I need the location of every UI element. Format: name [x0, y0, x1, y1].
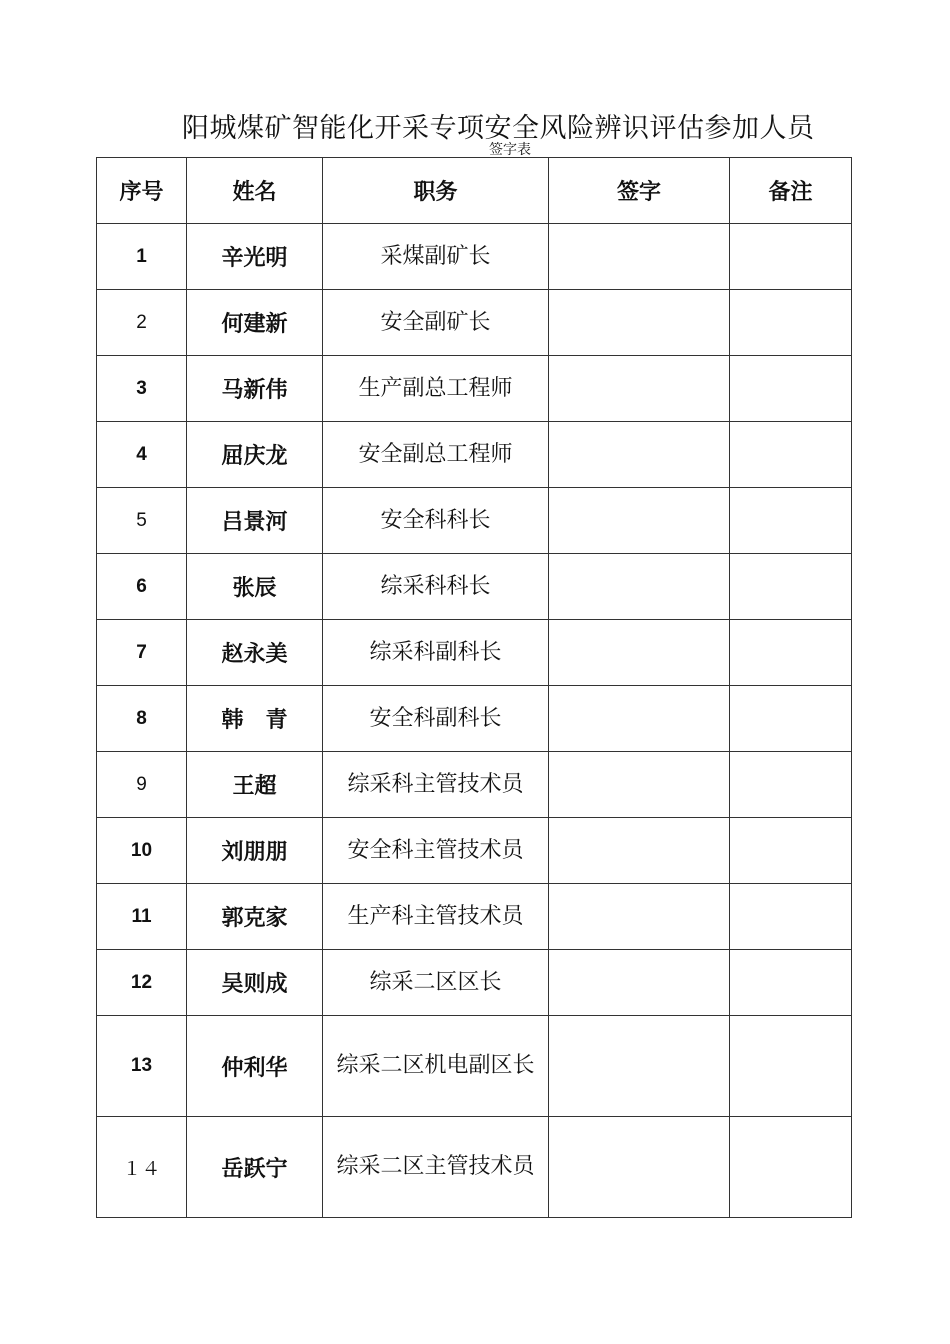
row-signature-cell[interactable]	[549, 356, 730, 422]
row-signature-cell[interactable]	[549, 554, 730, 620]
row-position: 综采科科长	[323, 554, 549, 620]
row-number: 1	[97, 224, 187, 290]
row-number: 11	[97, 884, 187, 950]
table-row	[97, 488, 852, 554]
row-name: 郭克家	[187, 884, 323, 950]
row-signature-cell[interactable]	[549, 686, 730, 752]
table-header-row	[97, 158, 852, 224]
row-number: 5	[97, 488, 187, 554]
row-name: 马新伟	[187, 356, 323, 422]
row-name: 王超	[187, 752, 323, 818]
row-signature-cell[interactable]	[549, 950, 730, 1016]
row-signature-cell[interactable]	[549, 488, 730, 554]
row-signature-cell[interactable]	[549, 422, 730, 488]
row-signature-cell[interactable]	[549, 884, 730, 950]
row-number: １４	[97, 1117, 187, 1218]
row-position: 安全科主管技术员	[323, 818, 549, 884]
row-name: 岳跃宁	[187, 1117, 323, 1218]
row-remark-cell[interactable]	[730, 950, 852, 1016]
table-row	[97, 686, 852, 752]
header-position: 职务	[323, 158, 549, 224]
row-position: 综采二区主管技术员	[323, 1117, 549, 1218]
row-signature-cell[interactable]	[549, 818, 730, 884]
row-number: 3	[97, 356, 187, 422]
table-row	[97, 422, 852, 488]
document-subtitle: 签字表	[489, 142, 531, 158]
row-remark-cell[interactable]	[730, 1016, 852, 1117]
row-signature-cell[interactable]	[549, 290, 730, 356]
row-number: 4	[97, 422, 187, 488]
row-remark-cell[interactable]	[730, 488, 852, 554]
row-remark-cell[interactable]	[730, 818, 852, 884]
row-signature-cell[interactable]	[549, 1117, 730, 1218]
row-name: 屈庆龙	[187, 422, 323, 488]
row-position: 综采科主管技术员	[323, 752, 549, 818]
row-position: 采煤副矿长	[323, 224, 549, 290]
table-row	[97, 752, 852, 818]
row-position: 安全副矿长	[323, 290, 549, 356]
row-signature-cell[interactable]	[549, 1016, 730, 1117]
row-signature-cell[interactable]	[549, 620, 730, 686]
header-number: 序号	[97, 158, 187, 224]
row-position: 安全副总工程师	[323, 422, 549, 488]
table-row	[97, 1117, 852, 1218]
document-title: 阳城煤矿智能化开采专项安全风险辨识评估参加人员	[182, 113, 815, 144]
row-name: 辛光明	[187, 224, 323, 290]
row-number: 9	[97, 752, 187, 818]
signature-table	[96, 157, 852, 1218]
table-row	[97, 224, 852, 290]
row-signature-cell[interactable]	[549, 224, 730, 290]
row-position: 安全科科长	[323, 488, 549, 554]
table-row	[97, 950, 852, 1016]
row-position: 综采二区区长	[323, 950, 549, 1016]
row-remark-cell[interactable]	[730, 554, 852, 620]
row-position: 生产副总工程师	[323, 356, 549, 422]
table-row	[97, 884, 852, 950]
header-signature: 签字	[549, 158, 730, 224]
row-position: 综采二区机电副区长	[323, 1016, 549, 1117]
row-position: 生产科主管技术员	[323, 884, 549, 950]
row-position: 综采科副科长	[323, 620, 549, 686]
table-row	[97, 1016, 852, 1117]
row-remark-cell[interactable]	[730, 224, 852, 290]
row-number: 13	[97, 1016, 187, 1117]
row-remark-cell[interactable]	[730, 752, 852, 818]
row-name: 吕景河	[187, 488, 323, 554]
row-number: 6	[97, 554, 187, 620]
row-name: 吴则成	[187, 950, 323, 1016]
row-name: 韩 青	[187, 686, 323, 752]
table-row	[97, 818, 852, 884]
row-name: 赵永美	[187, 620, 323, 686]
row-number: 2	[97, 290, 187, 356]
row-remark-cell[interactable]	[730, 620, 852, 686]
table-row	[97, 290, 852, 356]
table-row	[97, 620, 852, 686]
row-number: 10	[97, 818, 187, 884]
table-row	[97, 554, 852, 620]
row-number: 8	[97, 686, 187, 752]
row-signature-cell[interactable]	[549, 752, 730, 818]
row-number: 12	[97, 950, 187, 1016]
row-number: 7	[97, 620, 187, 686]
row-name: 仲利华	[187, 1016, 323, 1117]
row-remark-cell[interactable]	[730, 290, 852, 356]
row-position: 安全科副科长	[323, 686, 549, 752]
table-row	[97, 356, 852, 422]
row-remark-cell[interactable]	[730, 884, 852, 950]
row-remark-cell[interactable]	[730, 422, 852, 488]
row-name: 张辰	[187, 554, 323, 620]
row-remark-cell[interactable]	[730, 356, 852, 422]
header-remark: 备注	[730, 158, 852, 224]
row-name: 刘朋朋	[187, 818, 323, 884]
header-name: 姓名	[187, 158, 323, 224]
row-name: 何建新	[187, 290, 323, 356]
row-remark-cell[interactable]	[730, 1117, 852, 1218]
row-remark-cell[interactable]	[730, 686, 852, 752]
